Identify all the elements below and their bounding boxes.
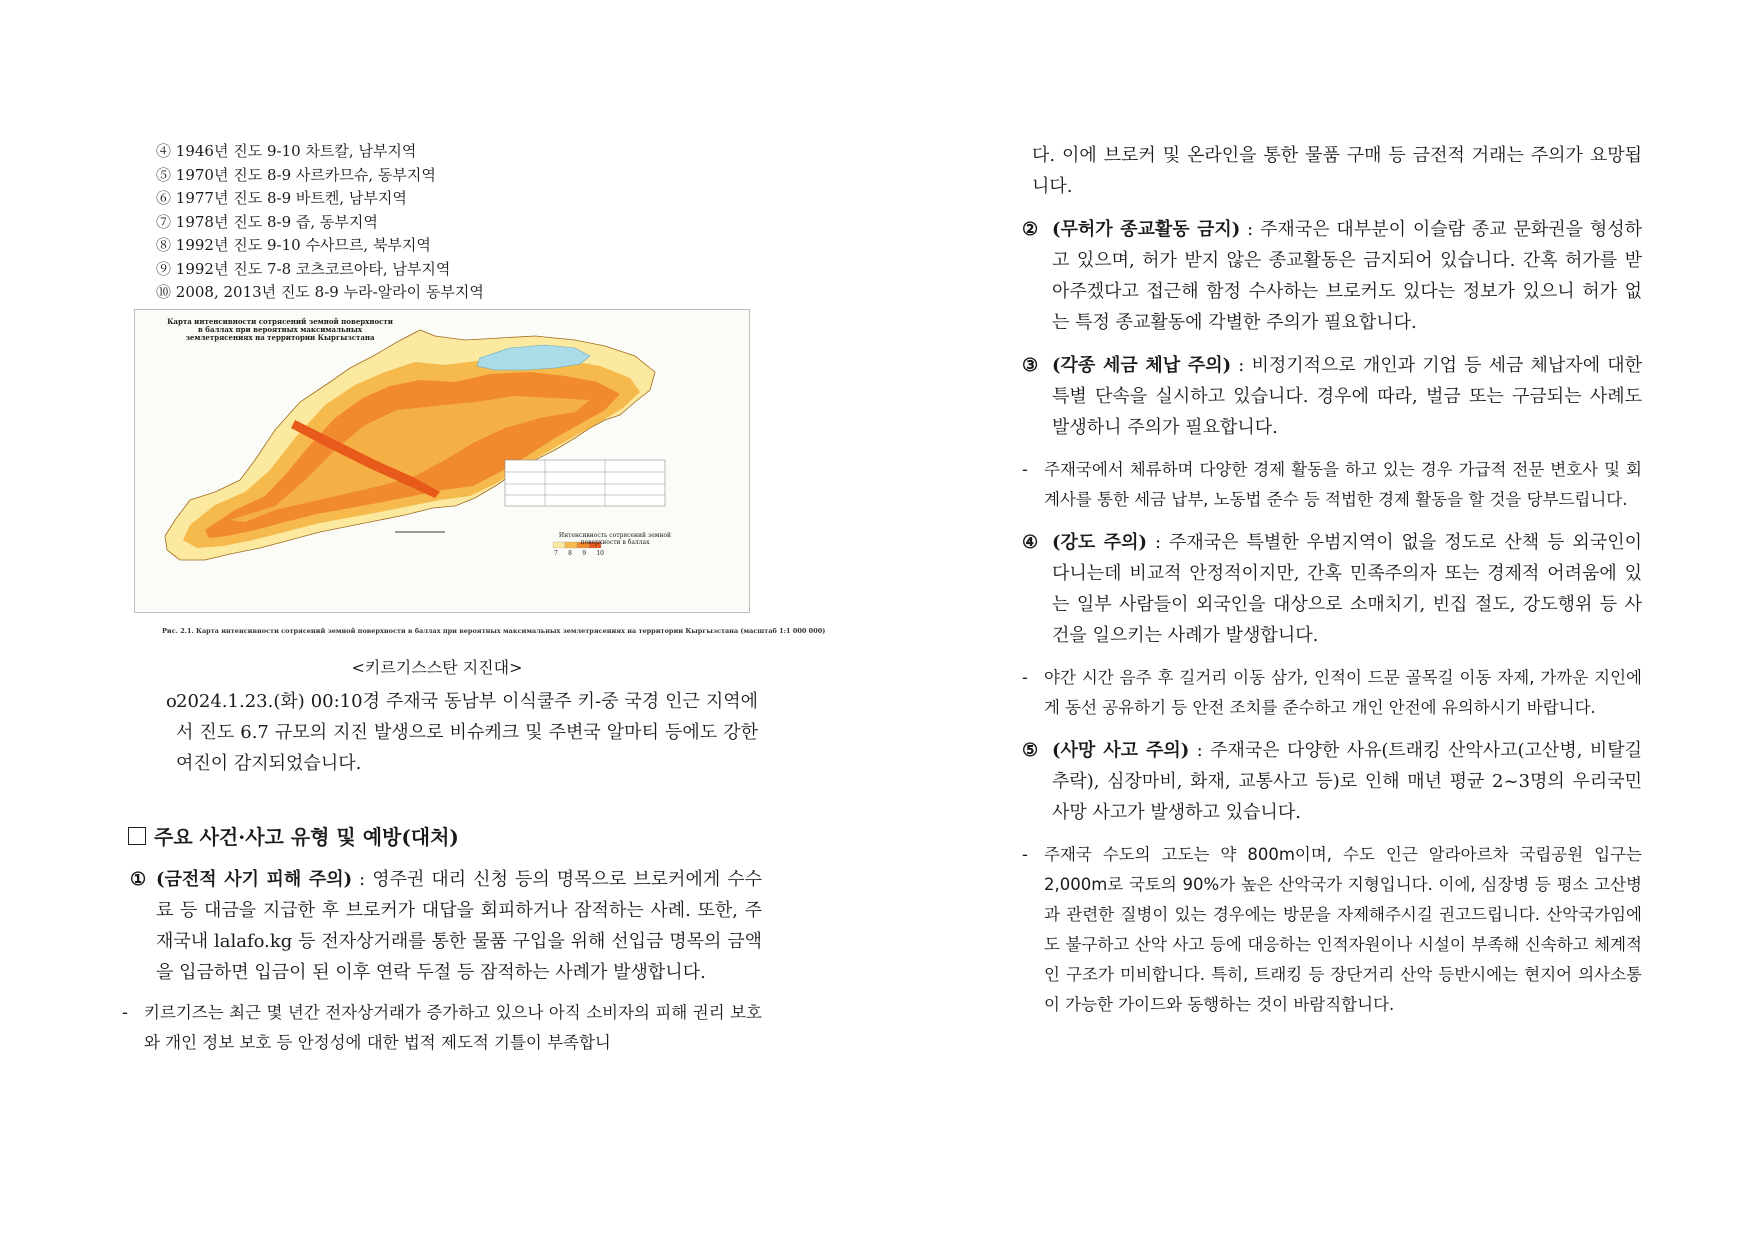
item-tax-arrears: ③ (각종 세금 체납 주의) : 비정기적으로 개인과 기업 등 세금 체납자에 대한 특별 단속을 실시하고 있습니다. 경우에 따라, 벌금 또는 구금되는 사례도 발생하니 주의가 필요합니다.: [1022, 355, 1642, 438]
dash-marker: -: [122, 1002, 128, 1022]
list-item: ⑩ 2008, 2013년 진도 8-9 누라-알라이 동부지역: [156, 283, 484, 301]
checkbox-square-icon: [128, 827, 146, 845]
continued-text: 다. 이에 브로커 및 온라인을 통한 물품 구매 등 금전적 거래는 주의가 요망됩니다.: [1032, 145, 1642, 197]
list-item: ⑤ 1970년 진도 8-9 사르카므슈, 동부지역: [156, 165, 436, 184]
note-altitude: - 주재국 수도의 고도는 약 800m이며, 수도 인근 알라아르차 국립공원 입구는 2,000m로 국토의 90%가 높은 산악국가 지형입니다. 이에, 심장병 등 평소 고산병과 관련한 질병이 있는 경우에는 방문을 자제해주시길 권고드립니다. 산악국가임에도 불구하고 산악 사고 등에 대응하는 인적자원이나 시설이 부족해 신속하고 체계적인 구조가 미비합니다. 특히, 트래킹 등 장단거리 산악 등반시에는 현지어 의사소통이 가능한 가이드와 동행하는 것이 바람직합니다.: [1022, 840, 1642, 1020]
map-legend-title: Интенсивность сотрясений земной поверхности в баллах: [558, 531, 672, 546]
item-religious-activity: ② (무허가 종교활동 금지) : 주재국은 대부분이 이슬람 종교 문화권을 형성하고 있으며, 허가 받지 않은 종교활동은 금지되어 있습니다. 간혹 허가를 받아주겠다고 접근해 함정 수사하는 브로커도 있다는 정보가 있으니 허가 없는 특정 종교활동에 각별한 주의가 필요합니다.: [1022, 219, 1642, 333]
item-financial-fraud: ① (금전적 사기 피해 주의) : 영주권 대리 신청 등의 명목으로 브로커에게 수수료 등 대금을 지급한 후 브로커가 대답을 회피하거나 잠적하는 사례. 또한, 주재국내 lalafo.kg 등 전자상거래를 통한 물품 구입을 위해 선입금 명목의 금액을 입금하면 입금이 된 이후 연락 두절 등 잠적하는 사례가 발생합니다.: [130, 868, 762, 983]
item-robbery: ④ (강도 주의) : 주재국은 특별한 우범지역이 없을 정도로 산책 등 외국인이 다니는데 비교적 안정적이지만, 간혹 민족주의자 또는 경제적 어려움에 있는 일부 사람들이 외국인을 대상으로 소매치기, 빈집 절도, 강도행위 등 사건을 일으키는 사례가 발생합니다.: [1022, 532, 1642, 646]
dash-marker: -: [1022, 460, 1028, 479]
map-legend-table: [505, 460, 665, 506]
map-caption: <키르기스스탄 지진대>: [351, 657, 523, 677]
list-item: ⑥ 1977년 진도 8-9 바트켄, 남부지역: [156, 189, 407, 207]
seismic-map-figure: [134, 309, 826, 647]
seismic-map-graphic: [135, 310, 749, 612]
right-column: [1022, 140, 1642, 1020]
bullet-marker: o: [166, 690, 177, 712]
earthquake-history-list: [156, 140, 762, 305]
list-item: ⑦ 1978년 진도 8-9 즙, 동부지역: [156, 212, 378, 231]
seismic-map: [134, 309, 750, 613]
dash-marker: -: [1022, 668, 1028, 687]
map-figure-caption: Рис. 2.1. Карта интенсивности сотрясений земной поверхности в баллах при вероятных максимальных землетрясениях на территории Кыргызстана (масштаб 1:1 000 000): [162, 626, 826, 635]
section-title: 주요 사건·사고 유형 및 예방(대처): [128, 821, 762, 850]
note-tax: - 주재국에서 체류하며 다양한 경제 활동을 하고 있는 경우 가급적 전문 변호사 및 회계사를 통한 세금 납부, 노동법 준수 등 적법한 경제 활동을 할 것을 당부드립니다.: [1022, 455, 1642, 515]
note-night-safety: - 야간 시간 음주 후 길거리 이동 삼가, 인적이 드문 골목길 이동 자제, 가까운 지인에게 동선 공유하기 등 안전 조치를 준수하고 개인 안전에 유의하시기 바랍니다.: [1022, 663, 1642, 723]
map-legend-values: 7 8 9 10: [554, 549, 604, 557]
list-item: ⑨ 1992년 진도 7-8 코츠코르아타, 남부지역: [156, 259, 451, 278]
left-column: [122, 140, 826, 1058]
item-fatal-accidents: ⑤ (사망 사고 주의) : 주재국은 다양한 사유(트래킹 산악사고(고산병, 비탈길 추락), 심장마비, 화재, 교통사고 등)로 인해 매년 평균 2~3명의 우리국민 사망 사고가 발생하고 있습니다.: [1022, 740, 1642, 823]
dash-marker: -: [1022, 845, 1028, 864]
list-item: ④ 1946년 진도 9-10 차트칼, 남부지역: [156, 142, 417, 160]
map-heading: Карта интенсивности сотрясений земной поверхности в баллах при вероятных максимальных землетрясениях на территории Кыргызстана: [167, 316, 393, 342]
earthquake-news: o 2024.1.23.(화) 00:10경 주재국 동남부 이식쿨주 키-중 국경 인근 지역에서 진도 6.7 규모의 지진 발생으로 비슈케크 및 주변국 알마티 등에도 강한 여진이 감지되었습니다.: [122, 686, 758, 779]
note-ecommerce: - 키르기즈는 최근 몇 년간 전자상거래가 증가하고 있으나 아직 소비자의 피해 권리 보호와 개인 정보 보호 등 안정성에 대한 법적 제도적 기틀이 부족합니: [122, 998, 762, 1058]
list-item: ⑧ 1992년 진도 9-10 수사므르, 북부지역: [156, 236, 431, 254]
